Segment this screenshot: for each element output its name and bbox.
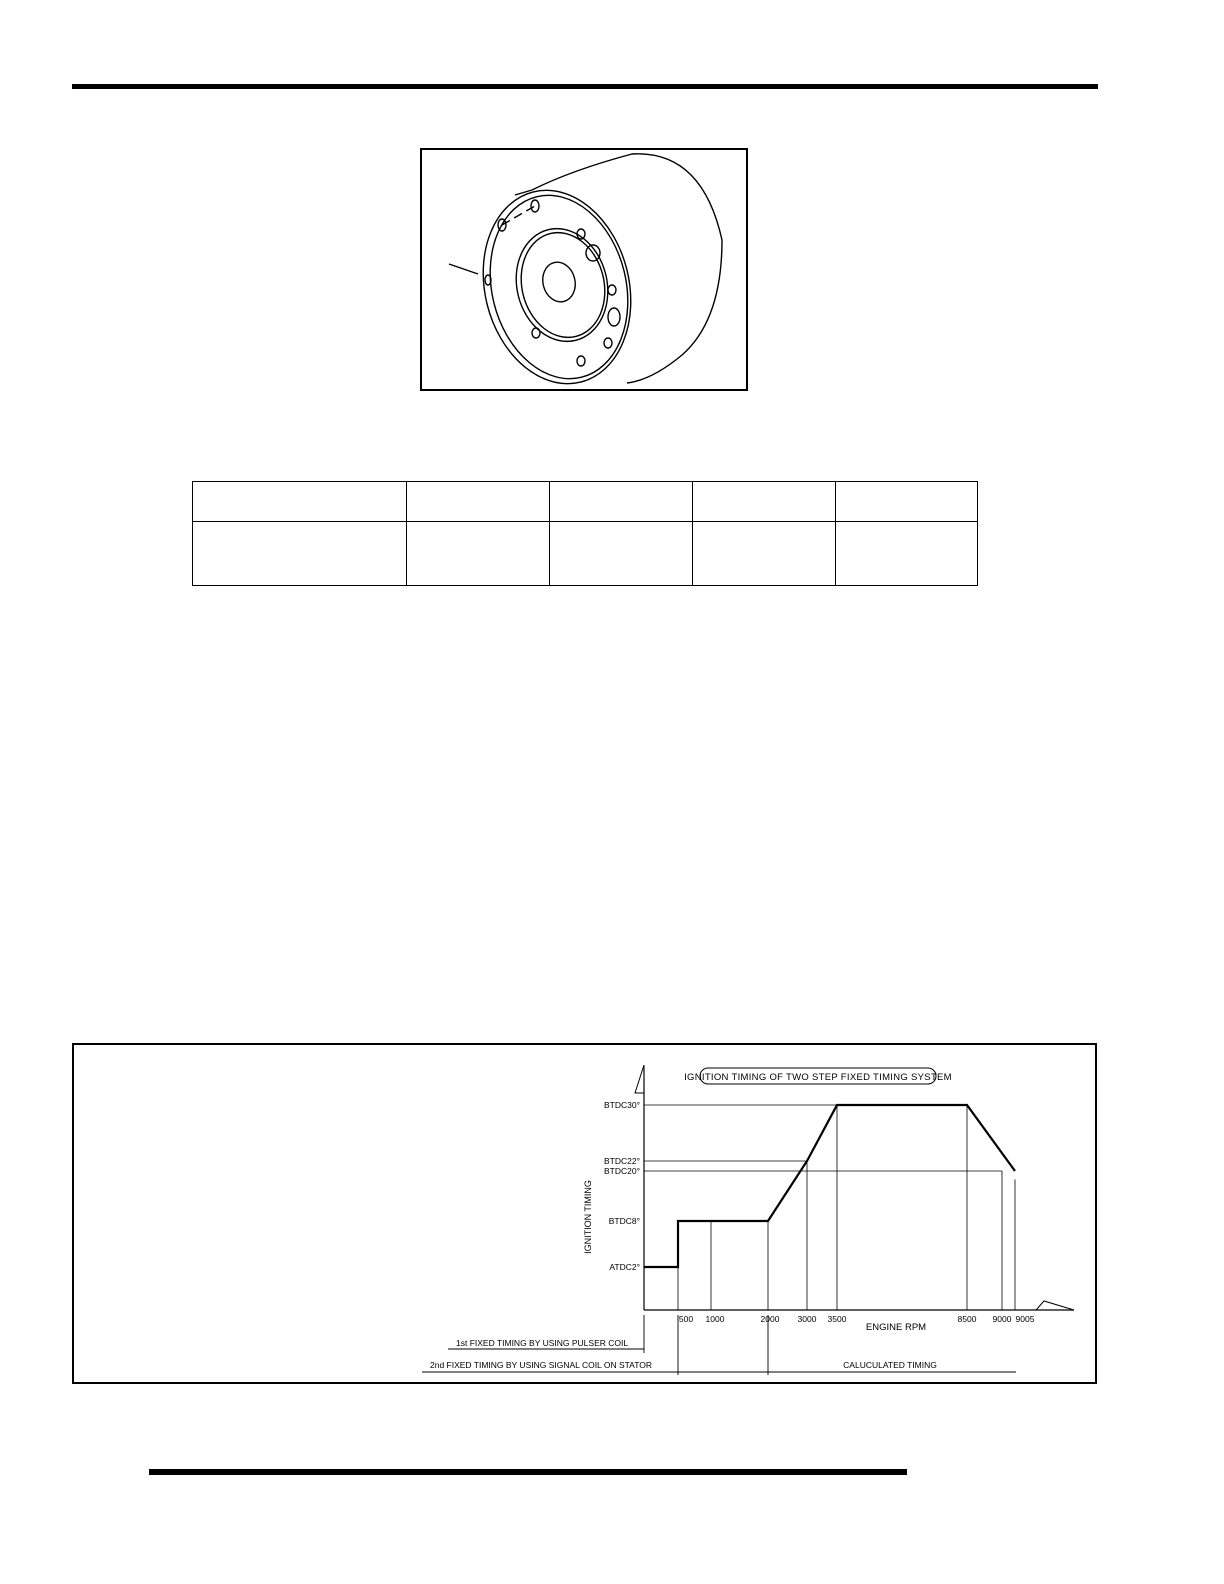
table-cell [550,522,693,586]
chart-title: IGNITION TIMING OF TWO STEP FIXED TIMING SYSTEM [684,1072,952,1083]
y-tick-label: BTDC22° [604,1156,640,1166]
x-tick-label: 8500 [957,1314,977,1324]
y-axis-arrow [635,1065,644,1093]
x-tick-label: 3500 [827,1314,847,1324]
table-row [193,482,978,522]
table-cell [193,482,407,522]
x-tick-label: 9005 [1015,1314,1035,1324]
x-axis-arrow [1036,1301,1074,1310]
x-tick-label: 2000 [760,1314,780,1324]
callout-leader-line [449,264,478,274]
timing-curve [644,1105,1015,1267]
flywheel-figure [420,148,748,391]
ignition-timing-chart [72,1043,1097,1384]
table-cell [693,482,836,522]
footer-rule [149,1469,907,1475]
flywheel-drawing [422,150,746,389]
x-tick-label: 500 [678,1314,694,1324]
chart-svg [74,1045,1095,1382]
table-row [193,522,978,586]
table-cell [550,482,693,522]
x-axis-label: ENGINE RPM [865,1322,927,1333]
x-tick-label: 3000 [797,1314,817,1324]
annotation-second-fixed: 2nd FIXED TIMING BY USING SIGNAL COIL ON STATOR [430,1360,652,1370]
y-tick-label: ATDC2° [609,1262,640,1272]
x-tick-label: 1000 [705,1314,725,1324]
annotation-calculated: CALUCULATED TIMING [843,1360,937,1370]
table-cell [836,482,978,522]
y-tick-label: BTDC8° [608,1216,640,1226]
table-cell [693,522,836,586]
annotation-first-fixed: 1st FIXED TIMING BY USING PULSER COIL [456,1338,629,1348]
table-cell [836,522,978,586]
x-tick-label: 9000 [992,1314,1012,1324]
table-cell [407,482,550,522]
flywheel-center-bore [539,259,580,306]
table-cell [407,522,550,586]
table-cell [193,522,407,586]
y-tick-label: BTDC30° [604,1100,640,1110]
header-rule [72,84,1098,89]
spec-table [192,481,978,586]
y-tick-label: BTDC20° [604,1166,640,1176]
y-axis-label: IGNITION TIMING [583,1180,593,1254]
